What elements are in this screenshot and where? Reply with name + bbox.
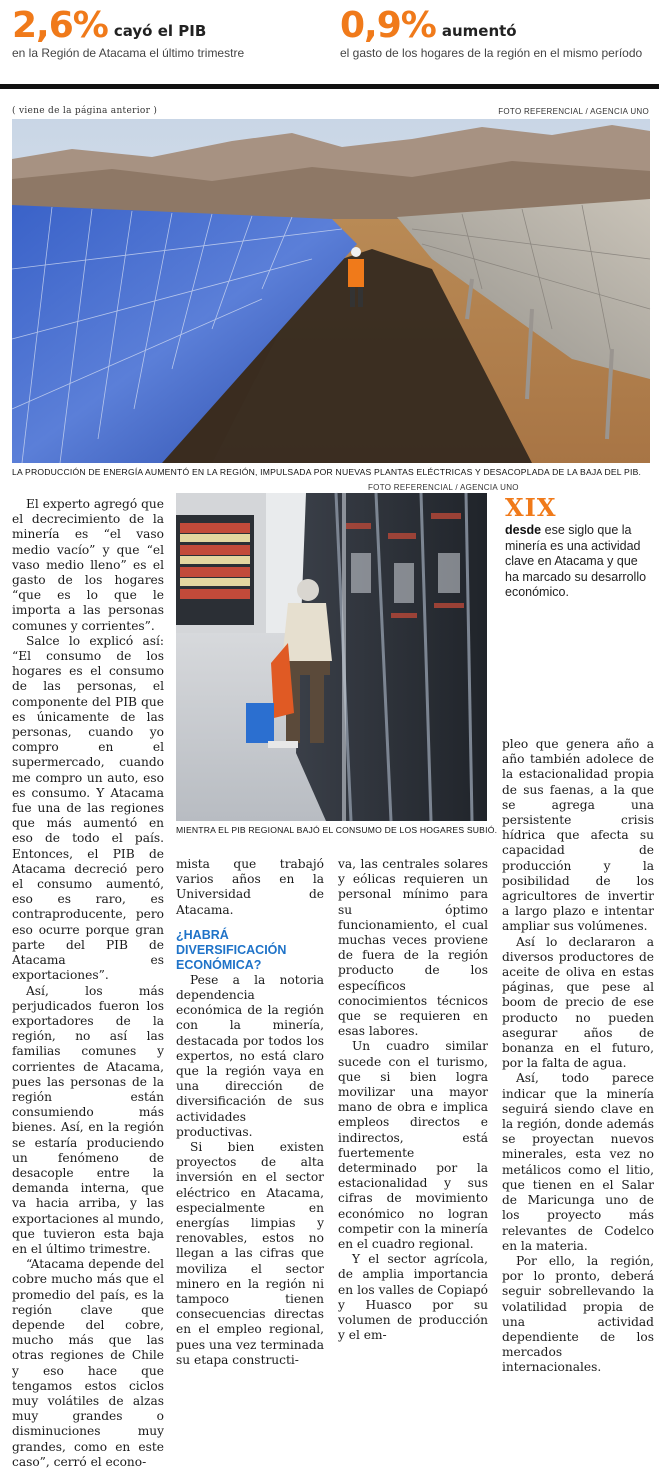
article-column-3 <box>338 857 488 1344</box>
paragraph: Así, los más perjudicados fueron los exportadores de la región, no así las familias comunes y corrientes de Atacama, pues las personas de la región están consumiendo más bienes. Así, en la región se estaría produciendo un fenómeno de desacople entre la demanda interna, que va hacia arriba, y las exportaciones al mundo, que tuvieron esta baja en el último trimestre. <box>12 983 164 1256</box>
stat-value: 2,6% <box>12 5 108 46</box>
stat-description: en la Región de Atacama el último trimestre <box>12 46 245 60</box>
paragraph: Y el sector agrícola, de amplia importancia en los valles de Copiapó y Huasco por su volumen de producción y el em- <box>338 1252 488 1343</box>
subhead: ¿HABRÁ DIVERSIFICACIÓN ECONÓMICA? <box>176 927 287 972</box>
supermarket-photo <box>176 493 487 821</box>
stat-pib <box>12 6 244 60</box>
paragraph: mista que trabajó varios años en la Universidad de Atacama. <box>176 857 324 917</box>
paragraph: Salce lo explicó así: “El consumo de los hogares es el consumo de las personas, el componente del PIB que es únicamente de las personas, cuando yo compro en el supermercado, cuando me compro un auto, eso es consumo. Y Atacama fue una de las regiones que más aumentó en eso de todo el país. Entonces, el PIB de Atacama decreció pero el consumo aumentó, eso es raro, es contraproducente, pero eso ocurre porque gran parte del PIB de Atacama es exportaciones”. <box>12 633 164 983</box>
factbox <box>505 523 655 601</box>
paragraph: “Atacama depende del cobre mucho más que el promedio del país, es la región clave que depende del cobre, mucho más que las otras regiones de Chile y eso hace que tengamos estos ciclos muy volátiles de alzas muy grandes o disminuciones muy grandes, como en este caso”, cerró el econo- <box>12 1257 164 1469</box>
paragraph: El experto agregó que el decrecimiento de la minería es “el vaso medio vacío” y que “el vaso medio lleno” es el gasto de los hogares “que es lo que le importa a las personas comunes y corrientes”. <box>12 497 164 633</box>
continuation-note: ( viene de la página anterior ) <box>12 106 158 116</box>
stat-gasto-hogares <box>340 6 642 60</box>
paragraph: Un cuadro similar sucede con el turismo, que si bien logra movilizar una mayor mano de obra e implica empleos directos e indirectos, está fuertemente determinado por la estacionalidad y sus cifras de movimiento económico no logran competir con la minería en el cuadro regional. <box>338 1039 488 1252</box>
article-column-1 <box>12 497 164 1470</box>
factbox-number: XIX <box>505 493 557 522</box>
paragraph: Así lo declararon a diversos productores de aceite de oliva en estas páginas, que pese al boom de precio de ese producto no pueden asegurar años de bonanza en el futuro, por la falta de agua. <box>502 934 654 1071</box>
paragraph: va, las centrales solares y eólicas requieren un personal mínimo para su óptimo funcionamiento, el cual muchas veces proviene de fuera de la región producto de los específicos conocimientos técnicos que se requieren en esas labores. <box>338 857 488 1039</box>
photo-caption: MIENTRA EL PIB REGIONAL BAJÓ EL CONSUMO DE LOS HOGARES SUBIÓ. <box>176 825 498 835</box>
article-column-2 <box>176 857 324 1368</box>
paragraph: Así, todo parece indicar que la minería seguirá siendo clave en la región, donde además se proyectan nuevos minerales, esta vez no metálicos como el litio, que tienen en el Salar de Maricunga uno de los proyecto más relevantes de Codelco en la materia. <box>502 1071 654 1253</box>
factbox-text: ese siglo que la minería es una actividad clave en Atacama y que ha marcado su desarrollo económico. <box>505 523 647 599</box>
stat-verb: cayó el PIB <box>113 22 207 40</box>
paragraph: Si bien existen proyectos de alta inversión en el sector eléctrico en Atacama, especialmente en energías limpias y renovables, estos no llegan a las cifras que moviliza el sector minero en la región ni tampoco tienen consecuencias directas en el empleo regional, pues una vez terminada su etapa constructi- <box>176 1140 324 1367</box>
photo-credit: FOTO REFERENCIAL / AGENCIA UNO <box>368 483 519 492</box>
photo-credit: FOTO REFERENCIAL / AGENCIA UNO <box>498 107 649 116</box>
photo-caption: LA PRODUCCIÓN DE ENERGÍA AUMENTÓ EN LA REGIÓN, IMPULSADA POR NUEVAS PLANTAS ELÉCTRICAS Y DESACOPLADA DE LA BAJA DEL PIB. <box>12 467 642 477</box>
stat-value: 0,9% <box>340 5 436 46</box>
paragraph: pleo que genera año a año también adolece de la estacionalidad propia de sus faenas, a la que se agrega una persistente crisis hídrica que afecta su capacidad de producción y la posibilidad de los agricultores de invertir a largo plazo e intentar ampliar sus volúmenes. <box>502 737 654 934</box>
paragraph: Por ello, la región, por lo pronto, deberá seguir sobrellevando la volatilidad propia de una actividad dependiente de los mercados internacionales. <box>502 1253 654 1375</box>
article-column-4 <box>502 737 654 1376</box>
factbox-lead: desde <box>505 523 542 537</box>
stat-description: el gasto de los hogares de la región en el mismo período <box>340 46 643 60</box>
stat-verb: aumentó <box>441 22 517 40</box>
section-divider <box>0 84 659 89</box>
paragraph: Pese a la notoria dependencia económica de la región con la minería, destacada por todos los expertos, no está claro que la región vaya en una dirección de diversificación de sus actividades productivas. <box>176 972 324 1139</box>
solar-plant-photo <box>12 119 650 463</box>
